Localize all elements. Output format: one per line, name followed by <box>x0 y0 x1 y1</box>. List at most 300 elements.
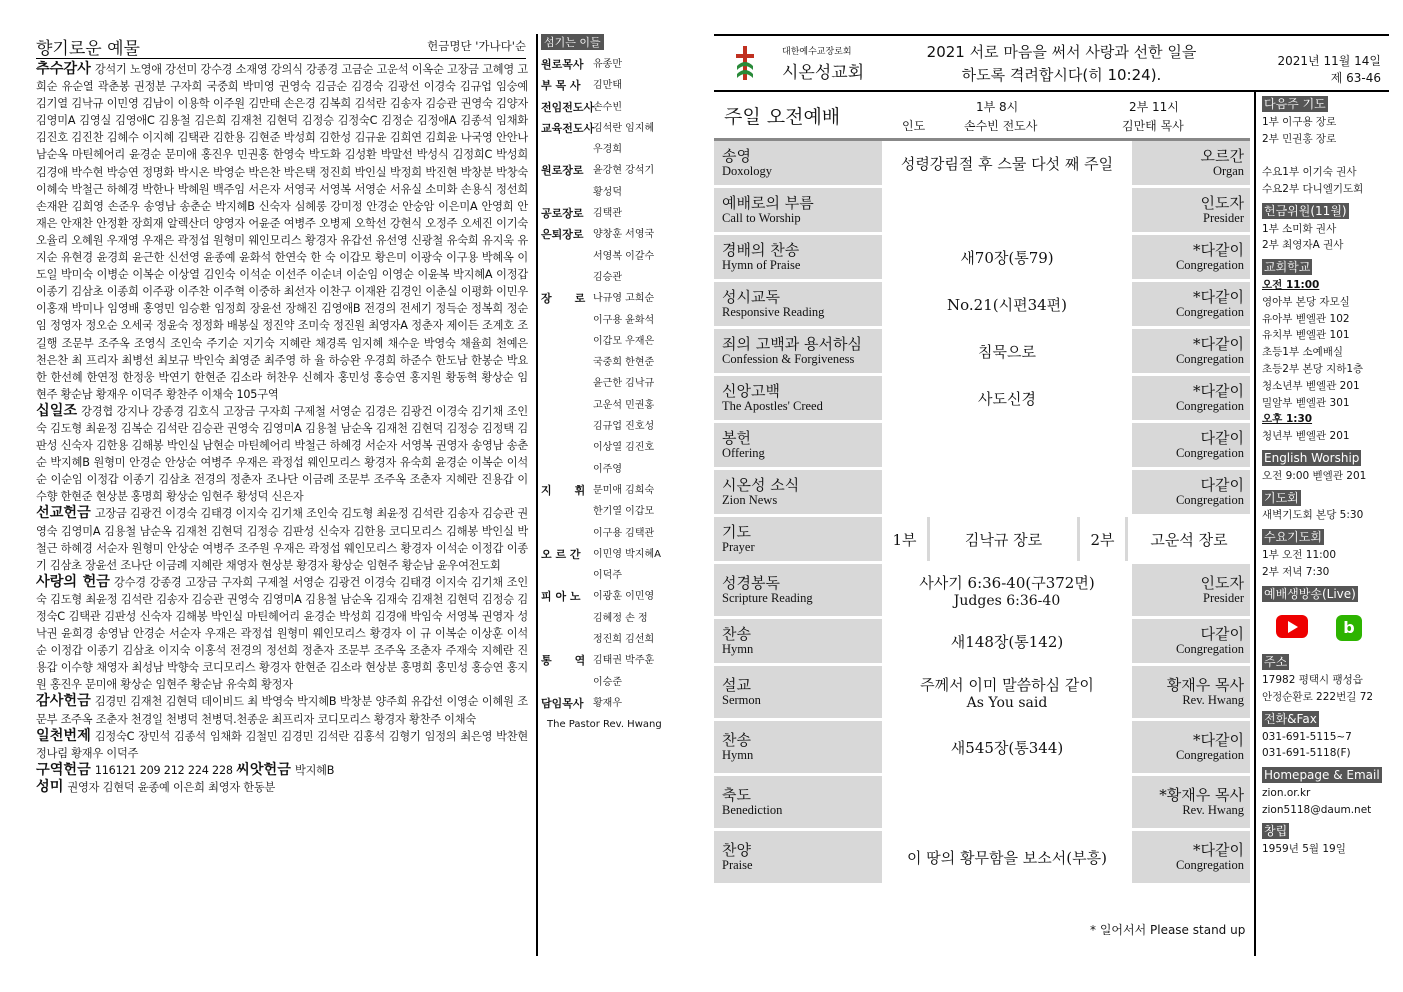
worship-item-detail: 사도신경 <box>978 389 1036 408</box>
worship-item-leader <box>1135 235 1250 279</box>
prayer-meeting-heading: 기도회 <box>1264 490 1299 505</box>
offering-names: 116121 209 212 224 228 <box>94 763 233 777</box>
school-class-line: 유치부 벧엘관 101 <box>1262 329 1350 342</box>
staff-role: 공로장로 <box>541 207 584 221</box>
year-verse-line1: 2021 서로 마음을 써서 사랑과 선한 일을 <box>926 43 1197 61</box>
offering-category-label: 사랑의 헌금 <box>36 573 110 590</box>
staff-role: 피 아 노 <box>541 590 581 604</box>
worship-item-row-prayer <box>714 517 1250 561</box>
worship-leader-korean: *다같이 <box>1193 241 1244 259</box>
school-class-line: 청년부 벧엘관 201 <box>1262 430 1350 443</box>
staff-names: 이갑모 우재은 <box>593 335 655 347</box>
worship-item-leader <box>1135 329 1250 373</box>
founded-date: 1959년 5월 19일 <box>1262 843 1346 856</box>
address-heading: 주소 <box>1264 655 1288 670</box>
staff-row <box>541 437 671 458</box>
next-prayer-line: 2부 민권홍 장로 <box>1262 132 1337 145</box>
staff-row <box>541 608 671 629</box>
worship-item-korean: 성경봉독 <box>722 574 780 592</box>
staff-row <box>541 75 671 96</box>
masthead <box>714 34 1389 92</box>
worship-item-detail-sub: As You said <box>966 694 1048 711</box>
staff-names: 정진희 김선희 <box>593 634 655 646</box>
left-column-divider <box>536 34 538 956</box>
worship-leader-english: Congregation <box>1175 748 1244 762</box>
worship-leader-korean: 인도자 <box>1200 574 1244 592</box>
staff-role: 지 휘 <box>541 483 586 497</box>
offering-section <box>36 779 528 796</box>
worship-item-row <box>714 831 1250 883</box>
staff-row <box>541 395 671 416</box>
worship-item-english: Zion News <box>722 493 778 507</box>
staff-role: 은퇴장로 <box>541 228 584 242</box>
worship-item-content <box>882 776 1132 828</box>
offering-category-label: 일천번제 <box>36 727 91 744</box>
staff-names: 황성덕 <box>593 186 622 198</box>
staff-names: 김혜정 손 정 <box>593 612 648 624</box>
worship-item-content <box>882 188 1132 232</box>
phone-heading: 전화&Fax <box>1264 711 1317 726</box>
worship-item-detail: 침묵으로 <box>978 342 1036 361</box>
worship-item-korean: 죄의 고백과 용서하심 <box>722 335 862 353</box>
address-line: 안정순환로 222번길 72 <box>1262 690 1374 703</box>
worship-item-korean: 축도 <box>722 786 751 804</box>
staff-names: 김규업 진호성 <box>593 421 655 433</box>
offering-list <box>36 61 528 956</box>
worship-item-name <box>714 666 879 718</box>
next-prayer-line <box>1262 147 1390 164</box>
worship-item-content <box>882 282 1132 326</box>
prayer-n2: 고운석 장로 <box>1128 517 1250 561</box>
worship-item-korean: 기도 <box>722 523 751 541</box>
staff-names: 유종만 <box>593 59 622 70</box>
staff-list <box>541 34 671 736</box>
next-prayer-heading: 다음주 기도 <box>1264 97 1326 111</box>
offering-section <box>36 403 528 506</box>
worship-item-detail: 이 땅의 황무함을 보소서(부흥) <box>907 848 1107 867</box>
wednesday-prayer-line: 1부 오전 11:00 <box>1262 548 1337 561</box>
worship-item-name <box>714 721 879 773</box>
school-class-line: 유아부 벧엘관 102 <box>1262 312 1350 325</box>
staff-row <box>541 182 671 203</box>
worship-item-name <box>714 235 879 279</box>
staff-names: 김석란 임지혜 <box>593 122 655 134</box>
offering-names: 강수경 강종경 고장금 구자희 구제철 서영순 김광건 이경숙 김태경 이지숙 김기채 조인숙 김도형 최윤정 김석란 김송자 김승관 권영숙 김영미A 김용철 남순옥 김재숙 김재천 김현덕 김정승 김정숙C 김택관 김판성 신숙자 김해봉 박인실 마틴헤어리 윤경순 박성희 김경애 박임숙 서영복 권영자 성낙권 윤희경 송영남 안경순 서순자 우재은 곽정섭 원형미 웨인모리스 황경자 이 규 이복순 이상훈 이석순 이정갑 이종기 김삼초 이지숙 이홍석 전경의 정선희 정춘자 조문부 조주옥 조춘자 주재숙 지혜란 진용갑 이수향 채영자 최성남 박향숙 코디모리스 황경자 한현준 김소라 현상분 홍명희 홍민성 홍승연 홍지원 홍진우 문미애 황상순 임현주 황순남 유숙희 황정자 <box>36 575 528 692</box>
staff-row <box>541 650 671 671</box>
staff-row <box>541 416 671 437</box>
worship-item-name <box>714 188 879 232</box>
worship-item-row <box>714 470 1250 514</box>
worship-item-content <box>882 235 1132 279</box>
worship-item-name <box>714 517 879 561</box>
worship-item-detail: 주께서 이미 말씀하심 같이 <box>920 675 1094 694</box>
youtube-icon[interactable] <box>1276 615 1308 638</box>
staff-row <box>541 97 671 118</box>
worship-leader-korean: *다같이 <box>1193 382 1244 400</box>
service-header <box>714 90 1250 141</box>
offering-category-label: 씨앗헌금 <box>236 761 291 778</box>
sidebar <box>1262 96 1390 858</box>
worship-item-leader <box>1135 188 1250 232</box>
offering-category-label: 선교헌금 <box>36 505 91 522</box>
staff-names: 이구용 윤화석 <box>593 314 655 326</box>
worship-item-row <box>714 619 1250 663</box>
offering-section <box>36 505 528 573</box>
stand-up-note: * 일어서서 Please stand up <box>1090 923 1246 937</box>
leader-label: 인도 <box>902 119 926 133</box>
worship-item-english: Call to Worship <box>722 211 801 225</box>
offering-section <box>36 574 528 694</box>
offering-section <box>36 762 528 779</box>
worship-leader-korean: *다같이 <box>1193 288 1244 306</box>
church-school-heading: 교회학교 <box>1264 260 1311 275</box>
worship-item-name <box>714 282 879 326</box>
staff-row <box>541 352 671 373</box>
staff-names: 이구용 김택관 <box>593 527 655 539</box>
worship-leader-korean: *황재우 목사 <box>1159 786 1244 804</box>
staff-role: 통 역 <box>541 654 586 668</box>
next-prayer-line: 수요1부 이기숙 권사 <box>1262 166 1357 179</box>
worship-item-leader <box>1135 282 1250 326</box>
worship-item-content <box>882 619 1132 663</box>
next-prayer-line: 1부 이구용 장로 <box>1262 115 1337 128</box>
phone-line: 031-691-5118(F) <box>1262 747 1351 760</box>
staff-row <box>541 203 671 224</box>
worship-item-name <box>714 619 879 663</box>
offering-category-label: 구역헌금 <box>36 761 91 778</box>
worship-item-english: Responsive Reading <box>722 305 825 319</box>
worship-leader-korean: 다같이 <box>1200 476 1244 494</box>
church-logo-icon <box>734 44 756 82</box>
worship-item-leader <box>1135 721 1250 773</box>
order-of-worship <box>714 141 1250 886</box>
worship-item-leader <box>1135 619 1250 663</box>
prayer-p1: 1부 <box>882 517 927 561</box>
worship-item-row <box>714 188 1250 232</box>
staff-row <box>541 523 671 544</box>
offering-names: 김정숙C 장민석 김종석 임채화 김철민 김경민 김석란 김홍석 김형기 임정의 최은영 박찬현 정나림 황재우 이덕주 <box>36 729 528 760</box>
staff-row <box>541 459 671 480</box>
staff-names: 이승준 <box>593 676 622 688</box>
staff-row <box>541 544 671 565</box>
worship-item-content <box>882 376 1132 420</box>
offering-ledger-note: 헌금명단 '가나다'순 <box>427 39 526 53</box>
staff-names: 손수빈 <box>593 101 622 113</box>
worship-leader-korean: 황재우 목사 <box>1166 676 1244 694</box>
staff-title: 섬기는 이들 <box>541 34 604 50</box>
worship-item-korean: 성시교독 <box>722 288 780 306</box>
worship-item-detail: 새148장(통142) <box>950 632 1064 651</box>
offering-section <box>36 61 528 403</box>
homepage-line: zion5118@daum.net <box>1262 803 1372 816</box>
worship-leader-english: Congregation <box>1175 305 1244 319</box>
worship-item-korean: 시온성 소식 <box>722 476 800 494</box>
staff-names: 김태권 박주훈 <box>593 655 655 667</box>
worship-item-content <box>882 721 1132 773</box>
staff-names: 이광훈 이민영 <box>593 591 655 603</box>
offering-names: 고장금 김광건 이경숙 김태경 이지숙 김기채 조인숙 김도형 최윤정 김석란 김송자 김승관 권영숙 김영미A 김용철 남순옥 김재천 김현덕 김정승 김판성 신숙자 김한용 코디모리스 김해봉 박인실 박철근 하혜경 서순자 원형미 안상순 여병주 조주원 우재은 곽정섭 웨인모리스 황경자 이석순 이정갑 이종기 김삼초 장윤선 조나단 이금례 지혜란 채영자 현상분 황경자 황상순 임현주 황순남 윤우여전도회 <box>36 507 528 572</box>
staff-role: 부 목 사 <box>541 79 581 93</box>
worship-leader-korean: 다같이 <box>1200 625 1244 643</box>
bulletin-volume: 제 63-46 <box>1330 71 1381 85</box>
staff-row <box>541 373 671 394</box>
worship-item-english: Offering <box>722 446 765 460</box>
worship-item-english: Scripture Reading <box>722 591 813 605</box>
denomination: 대한예수교장로회 <box>782 47 852 57</box>
worship-leader-english: Presider <box>1203 211 1244 225</box>
staff-row <box>541 310 671 331</box>
offering-section <box>36 728 528 762</box>
worship-item-row <box>714 376 1250 420</box>
worship-item-korean: 경배의 찬송 <box>722 241 800 259</box>
staff-names: 이민영 박지혜A <box>593 548 661 560</box>
homepage-heading: Homepage & Email <box>1264 768 1380 783</box>
worship-item-english: Benediction <box>722 803 783 817</box>
band-icon[interactable] <box>1336 615 1362 641</box>
first-service-time: 1부 8시 <box>976 100 1019 114</box>
staff-row <box>541 54 671 75</box>
staff-names: 윤근한 김낙규 <box>593 378 655 390</box>
worship-item-leader <box>1135 376 1250 420</box>
worship-item-detail: 새70장(통79) <box>960 248 1054 267</box>
staff-names: 국중희 한현준 <box>593 357 655 369</box>
worship-item-leader <box>1135 666 1250 718</box>
worship-item-row <box>714 721 1250 773</box>
staff-names: 황재우 <box>593 697 622 709</box>
worship-item-name <box>714 141 879 185</box>
offering-committee-heading: 헌금위원(11월) <box>1264 203 1347 218</box>
worship-item-korean: 예배로의 부름 <box>722 194 814 212</box>
staff-names: 김택관 <box>593 208 622 220</box>
worship-leader-english: Congregation <box>1175 399 1244 413</box>
worship-item-detail: No.21(시편34편) <box>946 295 1067 314</box>
worship-item-row <box>714 776 1250 828</box>
worship-item-content <box>882 329 1132 373</box>
worship-item-name <box>714 376 879 420</box>
bulletin-date: 2021년 11월 14일 <box>1277 54 1381 68</box>
worship-item-content <box>882 141 1132 185</box>
offering-names: 김경민 김재천 김현덕 데이비드 최 박영숙 박지혜B 박창분 양주희 유갑선 이영순 이혜원 조문부 조주옥 조춘자 천경일 천병덕 천병덕.천종운 최프리자 코디모리스 황경자 황찬주 이채숙 <box>36 695 528 726</box>
worship-item-korean: 찬송 <box>722 731 751 749</box>
worship-leader-korean: 다같이 <box>1200 429 1244 447</box>
staff-names: 이덕주 <box>593 570 622 582</box>
worship-item-english: Hymn of Praise <box>722 258 801 272</box>
worship-item-english: Hymn <box>722 748 754 762</box>
worship-item-english: Sermon <box>722 693 761 707</box>
next-prayer-line: 수요2부 다니엘기도회 <box>1262 182 1364 195</box>
school-class-line: 초등2부 본당 지하1층 <box>1262 362 1364 375</box>
live-stream-heading: 예배생방송(Live) <box>1264 586 1356 601</box>
wednesday-prayer-heading: 수요기도회 <box>1264 530 1322 545</box>
offering-section <box>36 693 528 727</box>
worship-leader-korean: 오르간 <box>1200 147 1244 165</box>
staff-row <box>541 565 671 586</box>
offering-names: 박지혜B <box>294 763 335 777</box>
staff-row <box>541 480 671 501</box>
offering-title: 향기로운 예물 <box>36 39 140 59</box>
worship-leader-korean: *다같이 <box>1193 731 1244 749</box>
worship-leader-english: Congregation <box>1175 446 1244 460</box>
worship-item-korean: 찬송 <box>722 625 751 643</box>
sidebar-divider <box>1254 90 1256 956</box>
staff-row <box>541 714 671 735</box>
offering-committee-line: 2부 최영자A 권사 <box>1262 239 1344 252</box>
staff-names: 김만태 <box>593 80 622 92</box>
staff-names: 이상열 김진호 <box>593 442 655 454</box>
worship-leader-english: Congregation <box>1175 642 1244 656</box>
worship-item-row <box>714 423 1250 467</box>
staff-row <box>541 267 671 288</box>
offering-category-label: 십일조 <box>36 402 78 419</box>
worship-item-row <box>714 564 1250 616</box>
school-class-line: 청소년부 벧엘관 201 <box>1262 379 1360 392</box>
worship-leader-english: Congregation <box>1175 493 1244 507</box>
staff-names: 김승관 <box>593 271 622 283</box>
worship-leader-korean: 인도자 <box>1200 194 1244 212</box>
english-worship-time: 오전 9:00 벧엘관 201 <box>1262 469 1367 482</box>
prayer-p2: 2부 <box>1080 517 1125 561</box>
band-letter: b <box>1343 617 1355 637</box>
worship-leader-korean: *다같이 <box>1193 335 1244 353</box>
worship-item-content <box>882 666 1132 718</box>
second-service-leader: 김만태 목사 <box>1122 119 1184 133</box>
worship-item-leader <box>1135 776 1250 828</box>
prayer-leaders <box>879 517 1250 561</box>
school-class-line: 밀알부 벧엘관 301 <box>1262 396 1350 409</box>
worship-item-name <box>714 423 879 467</box>
worship-item-english: Confession & Forgiveness <box>722 352 855 366</box>
address-line: 17982 평택시 팽성읍 <box>1262 674 1363 687</box>
staff-row <box>541 693 671 714</box>
worship-leader-korean: *다같이 <box>1193 841 1244 859</box>
staff-names: 양창훈 서영국 <box>593 229 655 241</box>
worship-item-row <box>714 282 1250 326</box>
worship-item-leader <box>1135 831 1250 883</box>
staff-role: 교육전도사 <box>541 121 595 135</box>
staff-row <box>541 160 671 181</box>
staff-names: 윤강현 강석기 <box>593 165 655 177</box>
offering-names: 강석기 노영애 강선미 강수경 소재영 강의식 강종경 고금순 고운석 이옥순 고장금 고혜영 고희순 유순열 곽춘봉 권정분 구자희 국중희 박미영 권영숙 김금순 김경숙 김광선 이경숙 김규업 임숭예 김기열 김낙규 이민영 김남이 이용학 이주원 김만태 손은경 김복희 김석란 김송자 김승관 권영숙 김양자 김영미A 김영실 김영애C 김용철 김은희 김재천 김현덕 김정승 김정숙C 김정순 김정애A 김종석 임채화 김진호 김진찬 김혜수 이지혜 김택관 김한용 김현준 박성희 김한성 김규윤 김희연 김희윤 나국영 안안나 남순옥 마틴헤어리 윤경순 문미애 홍진우 민권홍 한영숙 박도화 김성환 박말선 박성식 김정희C 박성희 김경애 박수현 박승연 정명화 박시온 박영순 박은찬 박은택 정진희 박인실 박정희 박진현 박창분 박창숙 이혜숙 박철근 하혜경 박한나 박혜원 백주임 서은자 서영국 서영복 서영순 서유실 소미화 손용식 정선희 손재완 김희영 손준우 송영남 송춘순 박지혜B 신숙자 심혜롱 강미정 안경순 안숭암 이은미A 안영희 안재은 안재찬 안정환 장희재 알렉산더 양영자 어윤준 여병주 오병제 오학선 강현식 오정주 오세진 이기숙 오율리 오혜원 우재영 우재은 곽정섭 원형미 웨인모리스 황경자 유갑선 유선영 신광철 유숙희 유지욱 유지순 유현경 윤경희 윤근한 신선영 윤종예 윤화석 한연숙 한 숙 이갑모 황은미 이광숙 이구용 박혜옥 이도일 박미숙 이병순 이복순 이상열 김인숙 이석순 이선주 이순녀 이순임 이영순 이윤복 박지혜A 이정갑 이종기 김삼초 이종희 이주광 이주찬 이주혁 이중하 최선자 이찬구 이재완 김경인 이춘실 이평화 이민우 이홍재 박미나 임영배 홍영민 임승환 임정희 장윤선 장해진 김영애B 전경의 전세기 정득순 정복희 정순임 정영자 정오순 오세국 정윤숙 정정화 배봉실 정진약 조미숙 정진원 최영자A 정춘자 제이든 조계호 조길행 조문부 조주옥 조영식 조인숙 주기순 지기숙 지혜란 채경록 임지혜 채수운 박영숙 채율희 천예은 천은찬 최 프리자 최병선 최보규 박인숙 최영준 최주영 하 율 하승완 우경희 하준수 한도남 한봉순 박요한 한선혜 한연정 한정웅 박연기 한현준 김소라 허찬우 신혜자 홍민성 홍승연 홍지원 황동혁 황상순 임현주 황순남 황재우 이덕주 황찬주 이채숙 105구역 <box>36 63 528 401</box>
staff-role: 오 르 간 <box>541 547 581 561</box>
worship-item-row <box>714 666 1250 718</box>
worship-item-korean: 신앙고백 <box>722 382 780 400</box>
worship-item-english: Doxology <box>722 164 772 178</box>
staff-row <box>541 331 671 352</box>
offering-header <box>36 34 526 59</box>
worship-item-leader <box>1135 141 1250 185</box>
english-worship-heading: English Worship <box>1264 450 1360 465</box>
worship-item-leader <box>1135 423 1250 467</box>
worship-leader-english: Congregation <box>1175 258 1244 272</box>
staff-names: The Pastor Rev. Hwang <box>547 719 662 731</box>
worship-item-english: Praise <box>722 858 753 872</box>
worship-item-korean: 설교 <box>722 676 751 694</box>
prayer-n1: 김낙규 장로 <box>930 517 1077 561</box>
staff-row <box>541 586 671 607</box>
worship-item-row <box>714 141 1250 185</box>
staff-role: 원로장로 <box>541 164 584 178</box>
phone-line: 031-691-5115~7 <box>1262 730 1352 743</box>
worship-item-name <box>714 564 879 616</box>
worship-item-row <box>714 329 1250 373</box>
worship-leader-english: Organ <box>1212 164 1244 178</box>
offering-category-label: 추수감사 <box>36 61 91 77</box>
worship-item-english: Prayer <box>722 540 755 554</box>
worship-item-detail: 새545장(통344) <box>950 738 1064 757</box>
worship-item-name <box>714 470 879 514</box>
worship-item-content <box>882 423 1132 467</box>
staff-names: 나규영 고희순 <box>593 293 655 305</box>
first-service-leader: 손수빈 전도사 <box>964 119 1038 133</box>
worship-item-content <box>882 470 1132 514</box>
worship-item-detail-sub: Judges 6:36-40 <box>953 592 1061 609</box>
staff-row <box>541 501 671 522</box>
offering-category-label: 성미 <box>36 778 64 795</box>
wednesday-prayer-line: 2부 저녁 7:30 <box>1262 565 1330 578</box>
worship-item-name <box>714 831 879 883</box>
worship-item-korean: 봉헌 <box>722 429 751 447</box>
church-name: 시온성교회 <box>782 63 865 83</box>
service-title: 주일 오전예배 <box>724 106 841 128</box>
staff-row <box>541 224 671 245</box>
offering-names: 강경협 강지나 강종경 김호식 고장금 구자희 구제철 서영순 김경은 김광건 이경숙 김기채 조인숙 김도형 최윤정 김복순 김석란 김승관 권영숙 김영미A 김용철 남순옥 김재천 김현덕 김정승 김정택 김판성 신숙자 김한용 김해봉 박인실 남현순 마틴헤어리 박철근 하혜경 서순자 서영복 권영자 송영남 송춘순 박지혜B 원형미 안경순 안상순 여병주 우재은 곽정섭 웨인모리스 황경자 유숙희 윤경순 이복순 이석순 이순임 이정갑 이종기 김삼초 전경의 정춘자 조나단 이금례 조문부 조주옥 조춘자 지혜란 진용갑 이수향 한현준 현상분 홍명희 황상순 임현주 황성덕 신은자 <box>36 404 528 504</box>
school-morning-time: 오전 11:00 <box>1262 278 1320 291</box>
staff-names: 한기열 이갑모 <box>593 506 655 518</box>
worship-leader-english: Rev. Hwang <box>1182 693 1244 707</box>
staff-role: 장 로 <box>541 292 586 306</box>
worship-item-row <box>714 235 1250 279</box>
second-service-time: 2부 11시 <box>1129 100 1179 114</box>
staff-names: 문미애 김희숙 <box>593 484 655 496</box>
school-afternoon-time: 오후 1:30 <box>1262 413 1313 426</box>
school-class-line: 영아부 본당 자모실 <box>1262 295 1350 308</box>
worship-leader-english: Congregation <box>1175 352 1244 366</box>
staff-row <box>541 139 671 160</box>
offering-committee-line: 1부 소미화 권사 <box>1262 222 1337 235</box>
staff-row <box>541 672 671 693</box>
worship-item-leader <box>1135 470 1250 514</box>
staff-row <box>541 246 671 267</box>
worship-item-content <box>882 564 1132 616</box>
prayer-meeting-time: 새벽기도회 본당 5:30 <box>1262 509 1364 522</box>
staff-names: 이주영 <box>593 463 622 475</box>
staff-names: 우경희 <box>593 144 622 156</box>
worship-item-english: The Apostles' Creed <box>722 399 823 413</box>
worship-item-korean: 찬양 <box>722 841 751 859</box>
staff-names: 고운석 민권홍 <box>593 399 655 411</box>
worship-leader-english: Congregation <box>1175 858 1244 872</box>
worship-item-content <box>882 831 1132 883</box>
school-class-line: 초등1부 소예배실 <box>1262 346 1344 359</box>
worship-item-detail: 사사기 6:36-40(구372면) <box>919 573 1095 592</box>
founded-heading: 창립 <box>1264 824 1288 839</box>
worship-item-korean: 송영 <box>722 147 751 165</box>
homepage-line: zion.or.kr <box>1262 786 1311 799</box>
offering-names: 권영자 김현덕 윤종예 이은희 최영자 한동분 <box>67 780 276 794</box>
worship-item-name <box>714 776 879 828</box>
staff-names: 서영복 이갈수 <box>593 250 655 262</box>
worship-leader-english: Presider <box>1203 591 1244 605</box>
staff-row <box>541 629 671 650</box>
staff-role: 원로목사 <box>541 58 584 71</box>
worship-leader-english: Rev. Hwang <box>1182 803 1244 817</box>
worship-item-name <box>714 329 879 373</box>
staff-role: 담임목사 <box>541 696 584 710</box>
year-verse-line2: 하도록 격려합시다(히 10:24). <box>961 66 1162 84</box>
worship-item-leader <box>1135 564 1250 616</box>
staff-role: 전임전도사 <box>541 100 595 114</box>
worship-item-english: Hymn <box>722 642 754 656</box>
